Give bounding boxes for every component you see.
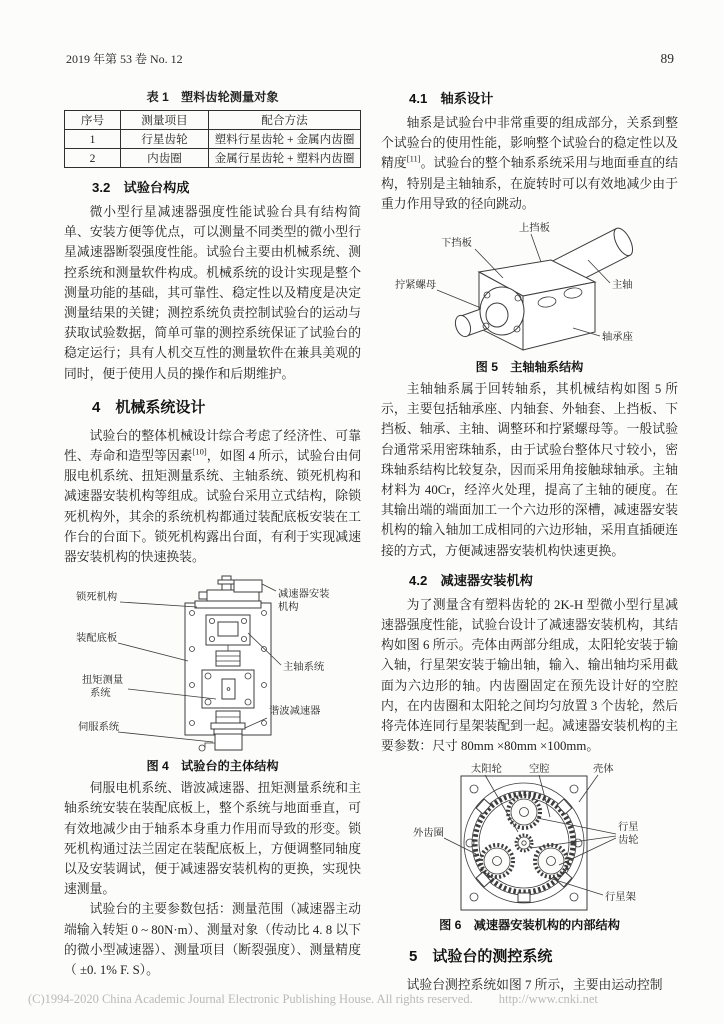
heading-4-2: 4.2 减速器安装机构 (409, 572, 533, 588)
table1-title: 表 1 塑料齿轮测量对象 (146, 90, 279, 104)
table-header-row (65, 111, 361, 130)
fig6-label-cavity: 空腔 (529, 764, 550, 776)
figure-4 (64, 573, 361, 774)
cell: 金属行星齿轮 + 塑料内齿圈 (209, 149, 361, 168)
fig4-label-servo: 伺服系统 (78, 722, 120, 734)
right-column (381, 86, 678, 996)
heading-4: 4 机械系统设计 (92, 398, 206, 416)
figure-6-drawing (381, 762, 678, 912)
figure-5 (381, 220, 678, 375)
reference-10: [10] (192, 446, 207, 457)
cell: 内齿圈 (121, 149, 209, 168)
col-header: 测量项目 (121, 111, 209, 130)
copyright-footer (28, 992, 704, 1007)
fig6-label-planet-gear: 行星 (618, 822, 639, 834)
table-row (65, 130, 361, 149)
table-row (65, 149, 361, 168)
text-run: ，如图 4 所示，试验台由伺服电机系统、扭矩测量系统、主轴系统、锁死机构和减速器安装机构等组成。试验台采用立式结构，除锁死机构外，其余的系统机构都通过装配底板安装在工作台的台面下。锁死机构露出台面，有利于实现减速器安装机构的快速换装。 (64, 449, 362, 565)
cnki-url: http://www.cnki.net (498, 992, 598, 1006)
fig4-label-torque-2: 系统 (90, 688, 111, 700)
table1 (64, 110, 361, 168)
harmonic-reducer (211, 723, 245, 729)
page-header (66, 50, 674, 67)
paragraph-spindle-structure: 主轴轴系属于回转轴系，其机械结构如图 5 所示，主要包括轴承座、内轴套、外轴套、上挡板、下挡板、轴承、主轴、调整环和拧紧螺母等。一般试验台通常采用密珠轴系，由于试验台整体尺寸较小，密珠轴系结构比较复杂，因而采用角接触球轴承。主轴材料为 40Cr，经淬火处理，提高了主轴的硬度。在其输出端的端面加工一个六边形的深槽，减速器安装机构的输入轴加工成相同的六边形轴，采用直插硬连接的方式，方便减速器安装机构快速更换。 (381, 382, 678, 558)
paragraph-installation: 伺服电机系统、谐波减速器、扭矩测量系统和主轴系统安装在装配底板上，整个系统与地面垂直，可有效地减少由于轴系本身重力作用而导致的形变。锁死机构通过法兰固定在装配底板上，方便调整同轴度以及安装调试，便于减速器安装机构的更换，实现快速测量。 (64, 781, 361, 897)
paragraph-control-system: 试验台测控系统如图 7 所示，主要由运动控制 (406, 978, 663, 993)
heading-4-1: 4.1 轴系设计 (409, 91, 494, 106)
paragraph-mechanical-design (64, 426, 361, 567)
paragraph-reducer-mount: 为了测量含有塑料齿轮的 2K-H 型微小型行星减速器强度性能，试验台设计了减速器安装机构，其结构如图 6 所示。壳体由两部分组成，太阳轮安装于输入轴，行星架安装于输出轴，输入、输出轴均采用截面为六边形的轴。内齿圈固定在预先设计好的空腔内，在内齿圈和太阳轮之间均匀放置 3 个齿轮，然后将壳体连同行星架装配到一起。减速器安装机构的主要参数：尺寸 80mm ×80mm ×100mm。 (381, 597, 678, 754)
fig5-label-lower-plate: 下挡板 (441, 238, 472, 250)
fig4-label-torque: 扭矩测量 (82, 675, 124, 687)
fig6-label-sun-gear: 太阳轮 (471, 764, 502, 776)
col-header: 配合方法 (209, 111, 361, 130)
paragraph-testbench-composition: 微小型行星减速器强度性能试验台具有结构简单、安装方便等优点，可以测量不同类型的微小型行星减速器断裂强度性能。试验台主要由机械系统、测控系统和测量软件构成。机械系统的设计实现是整个测量功能的基础，其可靠性、稳定性以及精度是决定测量结果的关键；测控系统负责控制试验台的运动与获取试验数据，简单可靠的测控系统保证了试验台的稳定运行；具有人机交互性的测量软件在兼具美观的同时，便于使用人员的操作和后期维护。 (64, 205, 361, 381)
heading-3-2: 3.2 试验台构成 (92, 180, 190, 195)
cell: 2 (65, 149, 121, 168)
heading-5: 5 试验台的测控系统 (409, 948, 553, 966)
fig4-label-reducer-mount: 减速器安装 (278, 589, 330, 601)
fig6-label-shell: 壳体 (593, 764, 614, 776)
fig4-label-lock: 锁死机构 (76, 592, 118, 604)
fig4-label-spindle: 主轴系统 (283, 662, 325, 674)
reducer-mount-box (234, 580, 262, 592)
figure-4-caption: 图 4 试验台的主体结构 (146, 759, 279, 774)
copyright-text: (C)1994-2020 China Academic Journal Electronic Publishing House. All rights reserved. (28, 992, 473, 1006)
figure-5-drawing (381, 220, 678, 354)
cell: 1 (65, 130, 121, 149)
planet-gear-left (481, 845, 513, 877)
left-column (64, 86, 361, 996)
cell: 塑料行星齿轮 + 金属内齿圈 (209, 130, 361, 149)
reference-11: [11] (406, 154, 421, 165)
paragraph-parameters: 试验台的主要参数包括：测量范围（减速器主动端输入转矩 0 ~ 80N·m）、测量对象（传动比 4. 8 以下的微小型减速器）、测量项目（断裂强度）、测量精度（ ±0. 1% F. S）。 (64, 902, 361, 978)
fig4-label-harmonic: 谐波减速器 (269, 706, 321, 718)
fig5-label-upper-plate: 上挡板 (519, 223, 550, 235)
text-run: 轴系是试验台中非常重要的组成部分，关系到整个试验台的使用性能，影响整个试验台的稳定性以及精度 (381, 116, 678, 171)
two-column-layout (64, 86, 678, 996)
page-number: 89 (660, 51, 674, 66)
journal-info: 2019 年第 53 卷 No. 12 (66, 52, 183, 66)
fig5-label-lock-nut: 拧紧螺母 (395, 280, 437, 292)
figure-6-caption: 图 6 减速器安装机构的内部结构 (439, 918, 620, 933)
planet-gear-right (535, 845, 567, 877)
text-run: 。试验台的整个轴系系统采用与地面垂直的结构，特别是主轴轴系，在旋转时可以有效地减少由于重力作用导致的径向跳动。 (381, 156, 679, 211)
fig6-label-carrier: 行星架 (605, 892, 636, 904)
figure-4-drawing (64, 573, 361, 753)
col-header: 序号 (65, 111, 121, 130)
sun-gear (516, 835, 532, 851)
figure-6 (381, 762, 678, 933)
text-run: 试验台的整体机械设计综合考虑了经济性、可靠性、寿命和造型等因素 (64, 428, 361, 464)
fig5-label-bearing-seat: 轴承座 (602, 332, 633, 344)
fig4-label-reducer-mount-2: 机构 (278, 602, 299, 614)
cell: 行星齿轮 (121, 130, 209, 149)
figure-5-caption: 图 5 主轴轴系结构 (475, 360, 584, 375)
fig6-label-planet-gear-2: 齿轮 (618, 835, 639, 847)
coupling-upper (216, 651, 240, 666)
fig4-label-base-plate: 装配底板 (76, 633, 118, 645)
servo-motor (215, 734, 242, 750)
paragraph-shaft-design (381, 113, 678, 214)
fig6-label-outer-ring: 外齿圈 (413, 828, 444, 840)
fig5-label-main-shaft: 主轴 (612, 280, 633, 292)
